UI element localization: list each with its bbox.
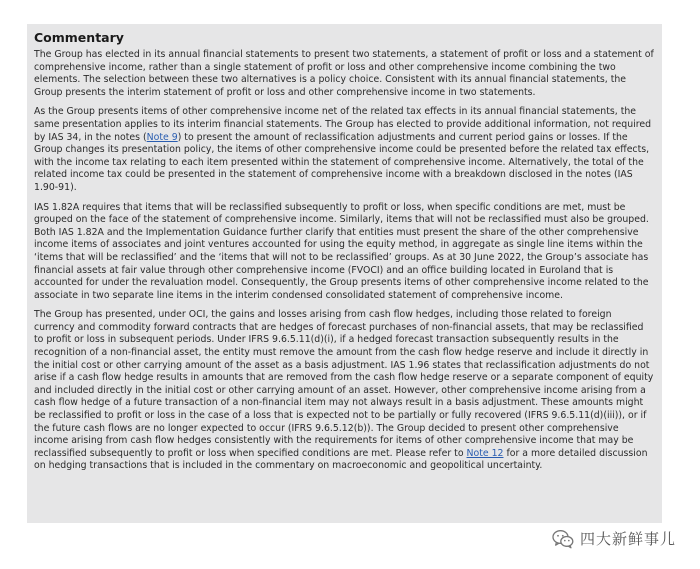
paragraph-4 — [34, 309, 655, 473]
note-12-link[interactable]: Note 12 — [466, 447, 504, 459]
watermark — [552, 528, 676, 550]
paragraph-4-text-a: The Group has presented, under OCI, the gains and losses arising from cash flow hedges, including those related to foreign currency and commodity forward contracts that are hedges of forecast purchases of non-financial assets, that may be reclassified to profit or loss in subsequent periods. Under IFRS 9.6.5.11(d)(i), if a hedged forecast transaction subsequently results in the recognition of a non-financial asset, the entity must remove the amount from the cash flow hedge reserve and include it directly in the initial cost or other carrying amount of the asset as a basis adjustment. IAS 1.96 states that reclassification adjustments do not arise if a cash flow hedge results in amounts that are removed from the cash flow hedge reserve or a separate component of equity and included directly in the initial cost or other carrying amount of an asset. However, other comprehensive income arising from a cash flow hedge of a future transaction of a non-financial item may not always result in a basis adjustment. These amounts might be reclassified to profit or loss in the case of a loss that is expected not to be partially or fully recovered (IFRS 9.6.5.11(d)(iii)), or if the future cash flows are no longer expected to occur (IFRS 9.6.5.12(b)). The Group decided to present other comprehensive income arising from cash flow hedges consistently with the requirements for items of other comprehensive income that may be reclassified subsequently to profit or loss when specified conditions are met. Please refer to — [34, 309, 654, 459]
paragraph-4-text-b: for a more detailed discussion on hedging transactions that is included in the commentary on macroeconomic and geopolitical uncertainty. — [34, 447, 648, 472]
wechat-icon — [552, 529, 574, 549]
note-9-link[interactable]: Note 9 — [146, 131, 178, 143]
paragraph-2-text-b: ) to present the amount of reclassification adjustments and current period gains or losses. If the Group changes its presentation policy, the items of other comprehensive income could be presented before the related tax effects, with the income tax relating to each item presented within the statement of comprehensive income. Alternatively, the total of the related income tax could be presented in the statement of comprehensive income with a breakdown disclosed in the notes (IAS 1.90-91). — [34, 131, 650, 193]
commentary-title: Commentary — [34, 30, 124, 45]
watermark-text: 四大新鲜事儿 — [579, 530, 676, 548]
paragraph-3: IAS 1.82A requires that items that will be reclassified subsequently to profit or loss, when specific conditions are met, must be grouped on the face of the statement of comprehensive income. Similarly, items that will not be reclassified must also be grouped. Both IAS 1.82A and the Implementation Guidance further clarify that entities must present the share of the other comprehensive income items of associates and joint ventures accounted for using the equity method, in aggregate as single line items within the ‘items that will be reclassified’ and the ‘items that will not to be reclassified’ groups. As at 30 June 2022, the Group’s associate has financial assets at fair value through other comprehensive income (FVOCI) and an office building located in Euroland that is accounted for under the revaluation model. Consequently, the Group presents items of other comprehensive income related to the associate in two separate line items in the interim condensed consolidated statement of comprehensive income. — [34, 201, 649, 301]
paragraph-2 — [34, 106, 655, 194]
paragraph-1: The Group has elected in its annual financial statements to present two statements, a statement of profit or loss and a statement of comprehensive income, rather than a single statement of profit or loss and other comprehensive income combining the two elements. The selection between these two alternatives is a policy choice. Consistent with its annual financial statements, the Group presents the interim statement of profit or loss and other comprehensive income in two statements. — [34, 49, 654, 98]
paragraph-2-text-a: As the Group presents items of other comprehensive income net of the related tax effects in its annual financial statements, the same presentation applies to its interim financial statements. The Group has elected to provide additional information, not required by IAS 34, in the notes ( — [34, 106, 652, 143]
commentary-box — [27, 24, 662, 523]
